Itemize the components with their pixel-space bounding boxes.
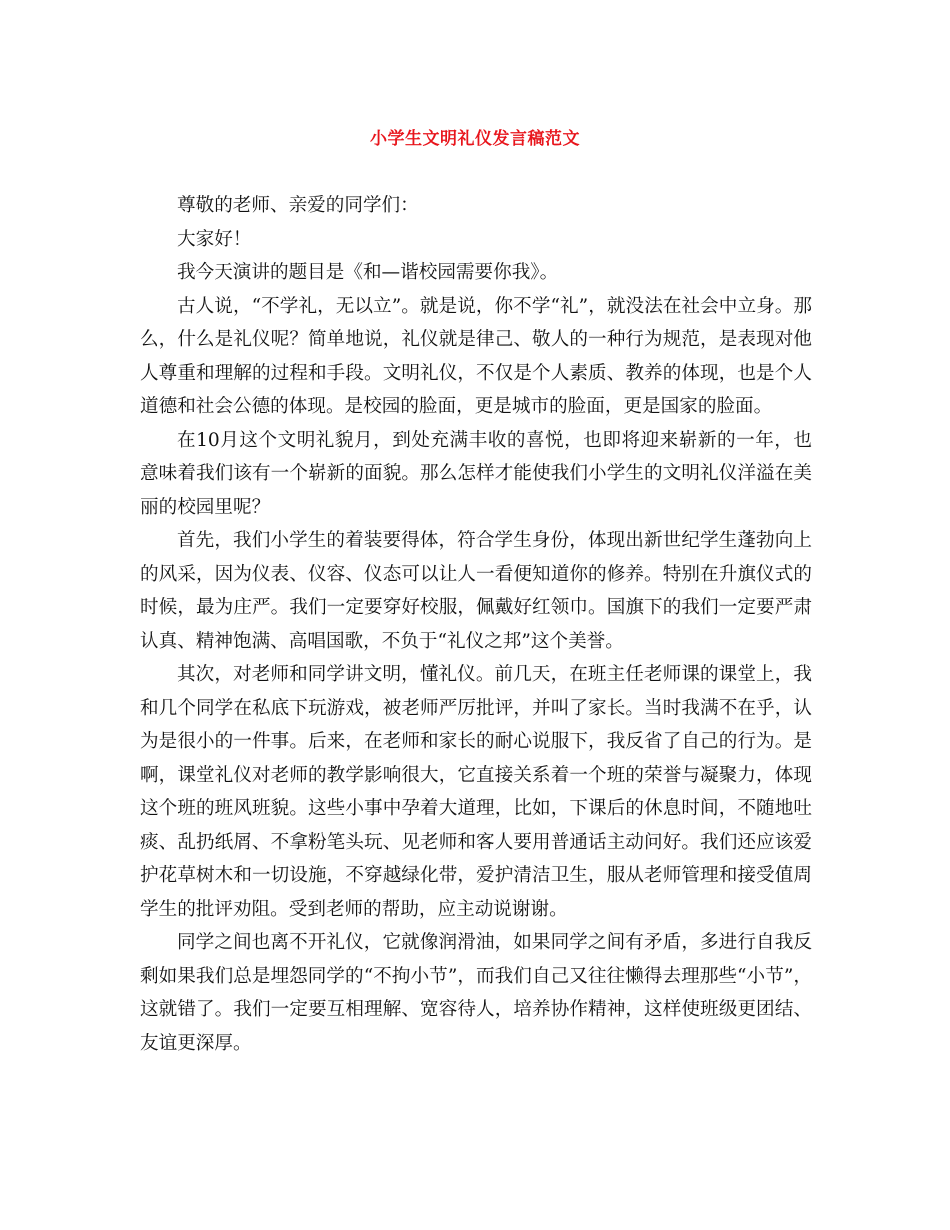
paragraph-greeting: 尊敬的老师、亲爱的同学们： bbox=[177, 195, 419, 216]
paragraph-october: 在10月这个文明礼貌月，到处充满丰收的喜悦，也即将迎来崭新的一年，也意味着我们该有一个崭新的面貌。那么怎样才能使我们小学生的文明礼仪洋溢在美丽的校园里呢？ bbox=[140, 429, 812, 518]
paragraph-hello: 大家好！ bbox=[177, 228, 252, 250]
document-body bbox=[140, 189, 812, 1060]
paragraph-classmates: 同学之间也离不开礼仪，它就像润滑油，如果同学之间有矛盾，多进行自我反剩如果我们总是埋怨同学的“不拘小节”，而我们自己又往往懒得去理那些“小节”，这就错了。我们一定要互相理解、宽容待人，培养协作精神，这样使班级更团结、友谊更深厚。 bbox=[140, 932, 812, 1054]
document-title: 小学生文明礼仪发言稿范文 bbox=[370, 129, 580, 149]
paragraph-topic: 我今天演讲的题目是《和—谐校园需要你我》。 bbox=[177, 262, 559, 283]
paragraph-first: 首先，我们小学生的着装要得体，符合学生身份，体现出新世纪学生蓬勃向上的风采，因为仪表、仪容、仪态可以让人一看便知道你的修养。特别在升旗仪式的时候，最为庄严。我们一定要穿好校服，佩戴好红领巾。国旗下的我们一定要严肃认真、精神饱满、高唱国歌，不负于“礼仪之邦”这个美誉。 bbox=[140, 530, 812, 652]
paragraph-second: 其次，对老师和同学讲文明，懂礼仪。前几天，在班主任老师课的课堂上，我和几个同学在私底下玩游戏，被老师严厉批评，并叫了家长。当时我满不在乎，认为是很小的一件事。后来，在老师和家长的耐心说服下，我反省了自己的行为。是啊，课堂礼仪对老师的教学影响很大，它直接关系着一个班的荣誉与凝聚力，体现这个班的班风班貌。这些小事中孕着大道理，比如，下课后的休息时间，不随地吐痰、乱扔纸屑、不拿粉笔头玩、见老师和客人要用普通话主动问好。我们还应该爱护花草树木和一切设施，不穿越绿化带，爱护清洁卫生，服从老师管理和接受值周学生的批评劝阻。受到老师的帮助，应主动说谢谢。 bbox=[140, 664, 812, 920]
paragraph-ancient-saying: 古人说，“不学礼，无以立”。就是说，你不学“礼”，就没法在社会中立身。那么，什么是礼仪呢？简单地说，礼仪就是律己、敬人的一种行为规范，是表现对他人尊重和理解的过程和手段。文明礼仪，不仅是个人素质、教养的体现，也是个人道德和社会公德的体现。是校园的脸面，更是城市的脸面，更是国家的脸面。 bbox=[140, 295, 812, 417]
